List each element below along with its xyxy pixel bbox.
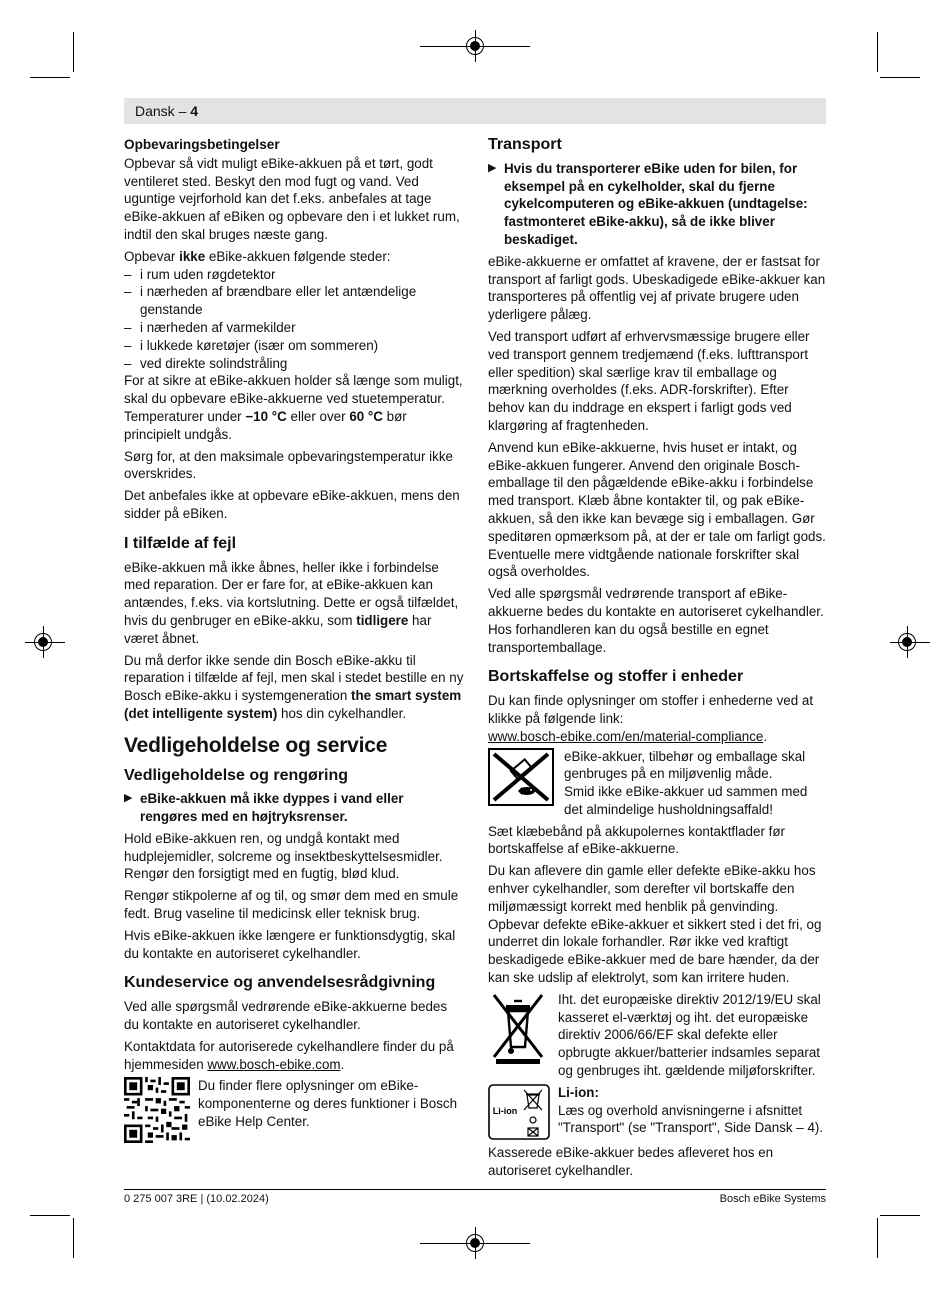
cleaning-paragraph-1: Hold eBike-akkuen ren, og undgå kontakt med hudplejemidler, solcreme og insektbeskyttelsesmidler. Rengør den forsigtigt med en fugtig, blød klud. (124, 830, 443, 882)
storage-max-temp: Sørg for, at den maksimale opbevaringstemperatur ikke overskrides. (124, 448, 453, 482)
fault-heading: I tilfælde af fejl (124, 534, 237, 552)
cleaning-warning: ▶ eBike-akkuen må ikke dyppes i vand eller rengøres med en højtryksrenser. (124, 791, 404, 825)
no-household-waste-text: Smid ikke eBike-akkuer ud sammen med det almindelige husholdningsaffald! (564, 784, 808, 817)
bosch-ebike-link[interactable]: www.bosch-ebike.com (207, 1056, 341, 1072)
weee-text: Iht. det europæiske direktiv 2012/19/EU skal kasseret el-værktøj og iht. det europæiske direktiv 2006/66/EF skal defekte eller opbrugte akkuer/batterier indsamles separat og genbruges iht. gældende miljøforskrifter. (558, 991, 821, 1079)
storage-temperature-limits: Temperaturer under −10 °C eller over 60 °C bør principielt undgås. (124, 408, 407, 442)
liion-text: Læs og overhold anvisningerne i afsnittet "Transport" (se "Transport", Side Dansk – 4). (558, 1102, 824, 1136)
page-number: 4 (190, 103, 199, 119)
transport-heading: Transport (488, 136, 562, 153)
qr-code-icon[interactable] (124, 1077, 190, 1143)
disposal-heading: Bortskaffelse og stoffer i enheder (488, 668, 744, 686)
storage-on-bike: Det anbefales ikke at opbevare eBike-akkuen, mens den sidder på eBiken. (124, 488, 460, 521)
disposal-paragraph-3: Du kan aflevere din gamle eller defekte eBike-akku hos enhver cykelhandler, som derefter vil bortskaffe den miljømæssigt korrekt med henblik på genvinding. Opbevar defekte eBike-akkuer et sikkert sted i det fri, og underret din lokale forhandler. Rør ikke ved kraftigt beskadigede eBike-akkuer med de bare hænder, da der kan ske udslip af elektrolyt, som kan irritere huden. (488, 863, 822, 986)
transport-paragraph-2: Ved transport udført af erhvervsmæssige brugere eller ved transport gennem tredjemænd (f.eks. lufttransport eller spedition) skal særlige krav til emballage og mærkning overholdes (f.eks. ADR-forskrifter). Efter behov kan du inddrage en ekspert i farligt gods ved klargøring af fragtenheden. (488, 328, 810, 433)
material-compliance-link[interactable]: www.bosch-ebike.com/en/material-compliance (488, 728, 764, 744)
maintenance-title: Vedligeholdelse og service (124, 733, 388, 757)
weee-info (488, 991, 828, 1080)
transport-paragraph-4: Ved alle spørgsmål vedrørende transport af eBike-akkuerne bedes du kontakte en autoriseret cykelhandler. Hos forhandleren kan du også bestille en egnet transportemballage. (488, 586, 824, 655)
svg-text:Li-ion: Li-ion (492, 1105, 518, 1116)
qr-info (124, 1077, 464, 1143)
triangle-right-icon: ▶ (124, 792, 133, 805)
no-household-waste-icon (488, 748, 554, 806)
service-paragraph-1: Ved alle spørgsmål vedrørende eBike-akkuerne bedes du kontakte en autoriseret cykelhandler. (124, 999, 448, 1033)
page-header-bar (124, 98, 826, 124)
crossed-bin-icon (488, 991, 548, 1065)
disposal-paragraph-2: Sæt klæbebånd på akkupolernes kontaktflader før bortskaffelse af eBike-akkuerne. (488, 823, 785, 857)
triangle-right-icon: ▶ (488, 161, 497, 174)
cleaning-paragraph-3: Hvis eBike-akkuen ikke længere er funktionsdygtig, skal du kontakte en autoriseret cykelhandler. (124, 927, 456, 961)
service-paragraph-2: Kontaktdata for autoriserede cykelhandlere finder du på hjemmesiden www.bosch-ebike.com. (124, 1038, 454, 1072)
recycle-info (488, 748, 828, 819)
fault-paragraph-2: Du må derfor ikke sende din Bosch eBike-akku til reparation i tilfælde af fejl, men skal i stedet bestille en ny Bosch eBike-akku i systemgeneration the smart system (det intelligente system) hos din cykelhandler. (124, 652, 464, 721)
right-column (488, 136, 828, 1183)
list-item: – i nærheden af brændbare eller let antændelige genstande (124, 284, 417, 318)
header-separator: – (174, 103, 191, 119)
liion-heading: Li-ion: (558, 1084, 599, 1100)
cleaning-heading: Vedligeholdelse og rengøring (124, 766, 349, 784)
liion-info (488, 1084, 828, 1140)
transport-paragraph-3: Anvend kun eBike-akkuerne, hvis huset er intakt, og eBike-akkuen fungerer. Anvend den originale Bosch-emballage til den pågældende eBike-akku i forbindelse med transport. Klæb åbne kontakter til, og pak eBike-akkuen, så den ikke kan bevæge sig i emballagen. Gør speditøren opmærksom på, at der er tale om farligt gods. Eventuelle mere vidtgående nationale forskrifter skal også overholdes. (488, 439, 826, 580)
publisher: Bosch eBike Systems (719, 1193, 826, 1205)
storage-places-list (124, 266, 464, 373)
storage-temperature-paragraph: For at sikre at eBike-akkuen holder så længe som muligt, skal du opbevare eBike-akkuerne ved stuetemperatur. (124, 373, 463, 407)
list-item: – ved direkte solindstråling (124, 355, 288, 371)
list-item: – i rum uden røgdetektor (124, 266, 276, 282)
fault-paragraph-1: eBike-akkuen må ikke åbnes, heller ikke i forbindelse med reparation. Der er fare for, at eBike-akkuen kan antændes, f.eks. via kortslutning. Dette er også tilfældet, hvis du genbruger en eBike-akku, som tidligere har været åbnet. (124, 559, 459, 646)
storage-heading: Opbevaringsbetingelser (124, 137, 280, 152)
qr-text: Du finder flere oplysninger om eBike-komponenterne og deres funktioner i Bosch eBike Help Center. (198, 1078, 458, 1130)
service-heading: Kundeservice og anvendelsesrådgivning (124, 974, 436, 992)
left-column (124, 136, 464, 1147)
document-number: 0 275 007 3RE | (10.02.2024) (124, 1193, 269, 1205)
list-item: – i nærheden af varmekilder (124, 319, 296, 335)
li-ion-battery-icon (488, 1084, 550, 1140)
cleaning-paragraph-2: Rengør stikpolerne af og til, og smør dem med en smule fedt. Brug vaseline til medicinsk eller teknisk brug. (124, 888, 459, 922)
disposal-paragraph-1: Du kan finde oplysninger om stoffer i enhederne ved at klikke på følgende link: www.bosch-ebike.com/en/material-compliance. (488, 693, 814, 744)
storage-paragraph: Opbevar så vidt muligt eBike-akkuen på et tørt, godt ventileret sted. Beskyt den mod fugt og vand. Ved uguntige vejrforhold kan det f.eks. anbefales at tage eBike-akkuen af eBiken og opbevare den i et lukket rum, indtil den skal bruges næste gang. (124, 155, 460, 242)
recycle-text: eBike-akkuer, tilbehør og emballage skal genbruges på en miljøvenlig måde. (564, 748, 806, 782)
storage-places-intro: Opbevar ikke eBike-akkuen følgende steder: (124, 248, 391, 264)
header-language: Dansk (135, 103, 175, 119)
disposal-paragraph-4: Kasserede eBike-akkuer bedes afleveret hos en autoriseret cykelhandler. (488, 1144, 774, 1178)
footer-rule (124, 1189, 826, 1190)
page-header (135, 103, 198, 119)
transport-paragraph-1: eBike-akkuerne er omfattet af kravene, der er fastsat for transport af farligt gods. Ubeskadigede eBike-akkuer kan transporteres på offentlig vej af private brugere uden yderligere pålæg. (488, 253, 826, 323)
transport-warning: ▶ Hvis du transporterer eBike uden for bilen, for eksempel på en cykelholder, skal du fjerne cykelcomputeren og eBike-akkuen (undtagelse: fastmonteret eBike-akku), så de ikke bliver beskadiget. (488, 160, 808, 247)
list-item: – i lukkede køretøjer (især om sommeren) (124, 337, 379, 353)
